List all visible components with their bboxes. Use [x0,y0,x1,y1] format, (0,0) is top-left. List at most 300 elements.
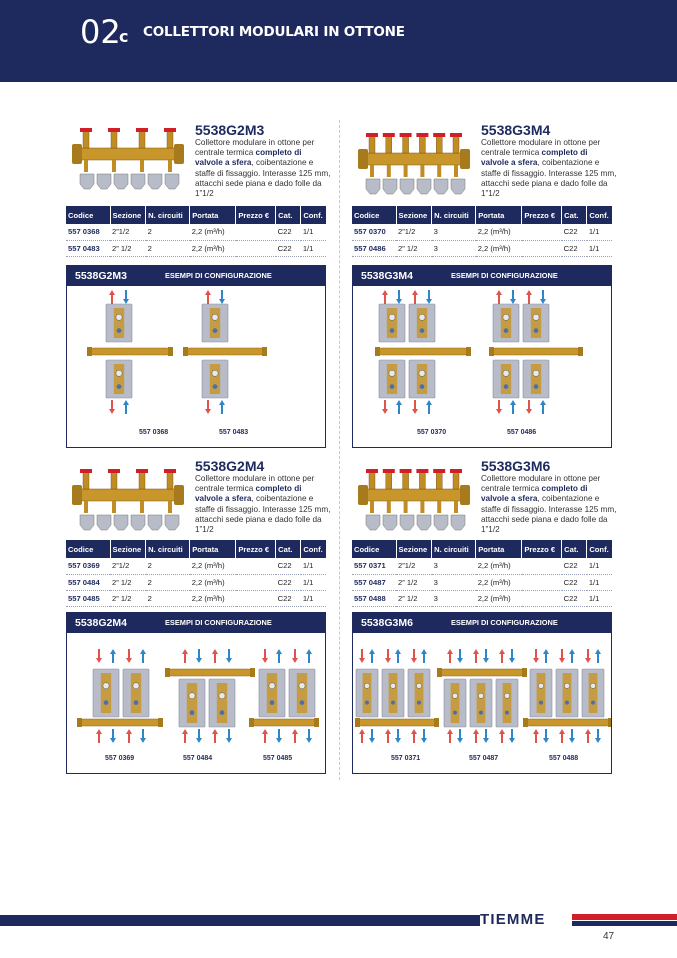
valve-handle-icon [433,133,445,137]
column-header: Cat. [562,206,587,224]
insulation-shell-icon [366,515,380,530]
cell-circuiti: 3 [432,558,476,574]
cell-sezione: 2”1/2 [110,224,146,240]
cell-cat: C22 [562,224,587,240]
column-header: Prezzo € [522,540,562,558]
cell-codice: 557 0487 [352,574,396,590]
valve-handle-icon [366,133,378,137]
pump-module-icon [556,669,578,717]
cell-portata: 2,2 (m³/h) [190,574,236,590]
arrow-up-icon [569,649,575,663]
configuration-panel [66,612,326,774]
arrow-up-icon [262,729,268,743]
pump-module-icon [356,669,378,717]
arrow-down-icon [483,649,489,663]
arrow-down-icon [385,649,391,663]
cell-cat: C22 [562,574,587,590]
column-header: Prezzo € [236,540,276,558]
config-product-code: 5538G2M3 [75,270,127,282]
config-diagrams [67,633,325,773]
insulation-shell-icon [131,174,145,189]
cell-sezione: 2”1/2 [396,224,432,240]
column-header: Portata [476,540,522,558]
valve-handle-icon [450,133,462,137]
arrow-up-icon [533,729,539,743]
config-title: ESEMPI DI CONFIGURAZIONE [451,271,558,280]
config-product-code: 5538G2M4 [75,617,127,629]
arrow-up-icon [359,729,365,743]
arrow-down-icon [219,290,225,304]
column-header: Codice [352,540,396,558]
manifold-bar-icon [183,347,267,356]
column-header: Cat. [562,540,587,558]
insulation-shell-icon [434,515,448,530]
arrow-up-icon [543,649,549,663]
config-diagrams [353,633,611,773]
column-header: N. circuiti [432,206,476,224]
cell-circuiti: 2 [146,224,190,240]
valve-handle-icon [108,128,120,132]
arrow-up-icon [396,400,402,414]
arrow-up-icon [447,649,453,663]
spec-table [66,540,326,607]
cell-portata: 2,2 (m³/h) [190,558,236,574]
arrow-down-icon [559,649,565,663]
cell-conf: 1/1 [301,240,326,256]
config-code-label: 557 0370 [417,429,447,436]
pump-module-icon [523,360,549,398]
cell-conf: 1/1 [587,224,612,240]
cell-codice: 557 0370 [352,224,396,240]
product-photo [354,463,474,543]
column-header: Portata [190,540,236,558]
configuration-panel [66,265,326,448]
manifold-bar-icon [87,347,173,356]
cell-sezione: 2” 1/2 [396,574,432,590]
arrow-up-icon [205,290,211,304]
table-row [352,590,612,606]
arrow-up-icon [595,649,601,663]
cell-prezzo [236,590,276,606]
cell-sezione: 2” 1/2 [110,574,146,590]
cell-codice: 557 0486 [352,240,396,256]
insulation-shell-icon [417,179,431,194]
cell-cat: C22 [562,590,587,606]
cell-conf: 1/1 [587,240,612,256]
brand-logo: TIEMME [480,911,546,928]
pump-module-icon [93,669,119,717]
arrow-up-icon [385,729,391,743]
footer-band [0,915,480,926]
arrow-down-icon [533,649,539,663]
column-header: N. circuiti [146,206,190,224]
valve-handle-icon [108,469,120,473]
arrow-down-icon [205,400,211,414]
cell-portata: 2,2 (m³/h) [476,574,522,590]
arrow-up-icon [292,729,298,743]
arrow-down-icon [509,729,515,743]
spec-table [352,206,612,257]
cell-codice: 557 0484 [66,574,110,590]
config-code-label: 557 0488 [549,755,579,762]
cell-sezione: 2” 1/2 [110,240,146,256]
column-header: Sezione [110,206,146,224]
column-header: Cat. [276,540,301,558]
column-header: Codice [66,540,110,558]
pump-module-icon [202,304,228,342]
column-header: Codice [352,206,396,224]
pump-module-icon [409,360,435,398]
arrow-up-icon [395,649,401,663]
config-product-code: 5538G3M4 [361,270,413,282]
cell-prezzo [522,590,562,606]
product-description: Collettore modulare in ottone per centrale termica completo di valvole a sfera, coibentazione e staffe di fissaggio. Interasse 125 mm, attacchi sede piana e dado folle da 1”1/2 [481,138,617,199]
column-header: Codice [66,206,110,224]
cell-circuiti: 2 [146,590,190,606]
insulation-shell-icon [131,515,145,530]
arrow-up-icon [510,400,516,414]
arrow-up-icon [369,649,375,663]
product-photo [68,463,188,543]
cell-cat: C22 [276,574,301,590]
arrow-up-icon [559,729,565,743]
table-row [66,224,326,240]
arrow-down-icon [226,729,232,743]
product-code: 5538G3M6 [481,458,551,474]
manifold-bar-icon [249,718,319,727]
insulation-shell-icon [80,174,94,189]
insulation-shell-icon [383,179,397,194]
header-band [0,0,677,82]
insulation-shell-icon [114,174,128,189]
cell-cat: C22 [276,590,301,606]
insulation-shell-icon [148,174,162,189]
arrow-down-icon [510,290,516,304]
product-code: 5538G2M4 [195,458,265,474]
valve-handle-icon [383,469,395,473]
pump-module-icon [379,304,405,342]
insulation-shell-icon [148,515,162,530]
manifold-bar-icon [355,718,439,727]
arrow-up-icon [96,729,102,743]
page-title: COLLETTORI MODULARI IN OTTONE [143,24,405,40]
valve-handle-icon [366,469,378,473]
pump-module-icon [379,360,405,398]
config-code-label: 557 0368 [139,429,169,436]
product-code: 5538G3M4 [481,122,551,138]
config-title: ESEMPI DI CONFIGURAZIONE [451,618,558,627]
brand-stripe-navy [572,921,677,926]
arrow-up-icon [140,649,146,663]
manifold-bar-icon [523,718,611,727]
valve-handle-icon [80,128,92,132]
arrow-down-icon [359,649,365,663]
column-header: N. circuiti [146,540,190,558]
cell-portata: 2,2 (m³/h) [476,224,522,240]
product-photo [68,122,188,202]
pump-module-icon [408,669,430,717]
arrow-down-icon [306,729,312,743]
table-row [66,240,326,256]
insulation-shell-icon [383,515,397,530]
arrow-down-icon [196,729,202,743]
arrow-up-icon [182,729,188,743]
page-number: 47 [603,931,615,942]
insulation-shell-icon [451,179,465,194]
arrow-down-icon [509,649,515,663]
pump-module-icon [493,304,519,342]
valve-handle-icon [164,128,176,132]
pump-module-icon [179,679,205,727]
pump-module-icon [289,669,315,717]
table-row [352,224,612,240]
cell-sezione: 2” 1/2 [396,590,432,606]
arrow-up-icon [382,290,388,304]
spec-table [66,206,326,257]
valve-handle-icon [433,469,445,473]
cell-cat: C22 [276,240,301,256]
arrow-down-icon [96,649,102,663]
cell-portata: 2,2 (m³/h) [476,558,522,574]
cell-circuiti: 3 [432,590,476,606]
cell-circuiti: 3 [432,224,476,240]
cell-conf: 1/1 [301,558,326,574]
arrow-down-icon [226,649,232,663]
column-header: Cat. [276,206,301,224]
insulation-shell-icon [366,179,380,194]
arrow-down-icon [109,400,115,414]
arrow-up-icon [110,649,116,663]
arrow-up-icon [412,290,418,304]
arrow-down-icon [110,729,116,743]
arrow-up-icon [123,400,129,414]
valve-handle-icon [400,133,412,137]
config-title: ESEMPI DI CONFIGURAZIONE [165,618,272,627]
pump-module-icon [493,360,519,398]
pump-module-icon [106,304,132,342]
column-header: Sezione [396,206,432,224]
cell-portata: 2,2 (m³/h) [476,240,522,256]
product-description: Collettore modulare in ottone per centrale termica completo di valvole a sfera, coibentazione e staffe di fissaggio. Interasse 125 mm, attacchi sede piana e dado folle da 1”1/2 [195,138,331,199]
insulation-shell-icon [97,515,111,530]
arrow-up-icon [109,290,115,304]
chapter-number: 02 [80,13,121,51]
insulation-shell-icon [165,174,179,189]
config-diagrams [353,286,611,447]
cell-portata: 2,2 (m³/h) [190,590,236,606]
table-row [352,558,612,574]
column-header: Portata [476,206,522,224]
column-header: Sezione [396,540,432,558]
insulation-shell-icon [434,179,448,194]
arrow-down-icon [569,729,575,743]
pump-module-icon [202,360,228,398]
arrow-down-icon [411,649,417,663]
insulation-shell-icon [451,515,465,530]
chapter-letter: c [119,27,129,46]
configuration-panel [352,265,612,448]
arrow-down-icon [292,649,298,663]
arrow-down-icon [123,290,129,304]
table-row [66,558,326,574]
insulation-shell-icon [417,515,431,530]
pump-module-icon [123,669,149,717]
pump-module-icon [530,669,552,717]
arrow-down-icon [276,729,282,743]
cell-conf: 1/1 [587,558,612,574]
pump-module-icon [444,679,466,727]
arrow-up-icon [496,290,502,304]
pump-module-icon [523,304,549,342]
arrow-down-icon [126,649,132,663]
cell-portata: 2,2 (m³/h) [190,224,236,240]
cell-conf: 1/1 [301,574,326,590]
arrow-down-icon [595,729,601,743]
arrow-up-icon [182,649,188,663]
config-code-label: 557 0484 [183,755,213,762]
arrow-down-icon [526,400,532,414]
arrow-up-icon [585,729,591,743]
pump-module-icon [582,669,604,717]
cell-prezzo [522,574,562,590]
insulation-shell-icon [165,515,179,530]
arrow-down-icon [483,729,489,743]
arrow-down-icon [196,649,202,663]
arrow-down-icon [395,729,401,743]
config-product-code: 5538G3M6 [361,617,413,629]
cell-prezzo [522,240,562,256]
column-header: Portata [190,206,236,224]
cell-codice: 557 0488 [352,590,396,606]
arrow-up-icon [473,729,479,743]
cell-cat: C22 [562,240,587,256]
arrow-down-icon [585,649,591,663]
pump-module-icon [209,679,235,727]
cell-prezzo [522,224,562,240]
arrow-up-icon [473,649,479,663]
arrow-down-icon [369,729,375,743]
column-header: Conf. [587,206,612,224]
pump-module-icon [409,304,435,342]
cell-prezzo [236,240,276,256]
configuration-panel [352,612,612,774]
arrow-up-icon [540,400,546,414]
table-row [66,590,326,606]
table-row [66,574,326,590]
config-code-label: 557 0369 [105,755,135,762]
cell-portata: 2,2 (m³/h) [190,240,236,256]
arrow-up-icon [212,729,218,743]
arrow-up-icon [421,649,427,663]
valve-handle-icon [383,133,395,137]
product-description: Collettore modulare in ottone per centrale termica completo di valvole a sfera, coibentazione e staffe di fissaggio. Interasse 125 mm, attacchi sede piana e dado folle da 1”1/2 [481,474,617,535]
column-header: Prezzo € [236,206,276,224]
cell-prezzo [236,558,276,574]
product-description: Collettore modulare in ottone per centrale termica completo di valvole a sfera, coibentazione e staffe di fissaggio. Interasse 125 mm, attacchi sede piana e dado folle da 1”1/2 [195,474,331,535]
column-header: Conf. [301,540,326,558]
cell-codice: 557 0371 [352,558,396,574]
insulation-shell-icon [114,515,128,530]
pump-module-icon [470,679,492,727]
cell-cat: C22 [562,558,587,574]
config-diagrams [67,286,325,447]
arrow-down-icon [140,729,146,743]
column-header: Conf. [301,206,326,224]
arrow-up-icon [426,400,432,414]
cell-cat: C22 [276,224,301,240]
cell-codice: 557 0485 [66,590,110,606]
arrow-down-icon [382,400,388,414]
config-code-label: 557 0483 [219,429,249,436]
cell-conf: 1/1 [301,224,326,240]
arrow-down-icon [421,729,427,743]
arrow-down-icon [262,649,268,663]
arrow-up-icon [212,649,218,663]
column-header: Sezione [110,540,146,558]
cell-conf: 1/1 [587,574,612,590]
column-header: N. circuiti [432,540,476,558]
valve-handle-icon [80,469,92,473]
config-code-label: 557 0487 [469,755,499,762]
pump-module-icon [496,679,518,727]
insulation-shell-icon [400,515,414,530]
pump-module-icon [382,669,404,717]
cell-codice: 557 0483 [66,240,110,256]
manifold-bar-icon [165,668,255,677]
arrow-down-icon [426,290,432,304]
column-divider [339,120,340,780]
cell-sezione: 2”1/2 [396,558,432,574]
cell-circuiti: 2 [146,240,190,256]
arrow-down-icon [457,729,463,743]
arrow-up-icon [306,649,312,663]
product-photo [354,127,474,207]
table-row [352,240,612,256]
arrow-down-icon [540,290,546,304]
column-header: Prezzo € [522,206,562,224]
pump-module-icon [259,669,285,717]
cell-sezione: 2”1/2 [110,558,146,574]
valve-handle-icon [400,469,412,473]
arrow-up-icon [276,649,282,663]
arrow-down-icon [396,290,402,304]
cell-codice: 557 0368 [66,224,110,240]
cell-circuiti: 2 [146,574,190,590]
arrow-up-icon [411,729,417,743]
cell-portata: 2,2 (m³/h) [476,590,522,606]
product-code: 5538G2M3 [195,122,265,138]
cell-cat: C22 [276,558,301,574]
arrow-up-icon [219,400,225,414]
cell-conf: 1/1 [301,590,326,606]
arrow-up-icon [499,649,505,663]
cell-prezzo [522,558,562,574]
arrow-up-icon [526,290,532,304]
arrow-up-icon [447,729,453,743]
config-title: ESEMPI DI CONFIGURAZIONE [165,271,272,280]
cell-codice: 557 0369 [66,558,110,574]
insulation-shell-icon [80,515,94,530]
insulation-shell-icon [400,179,414,194]
config-code-label: 557 0371 [391,755,421,762]
arrow-up-icon [499,729,505,743]
cell-circuiti: 3 [432,574,476,590]
manifold-bar-icon [77,718,163,727]
arrow-up-icon [126,729,132,743]
cell-circuiti: 2 [146,558,190,574]
manifold-bar-icon [489,347,583,356]
brand-stripe-red [572,914,677,920]
